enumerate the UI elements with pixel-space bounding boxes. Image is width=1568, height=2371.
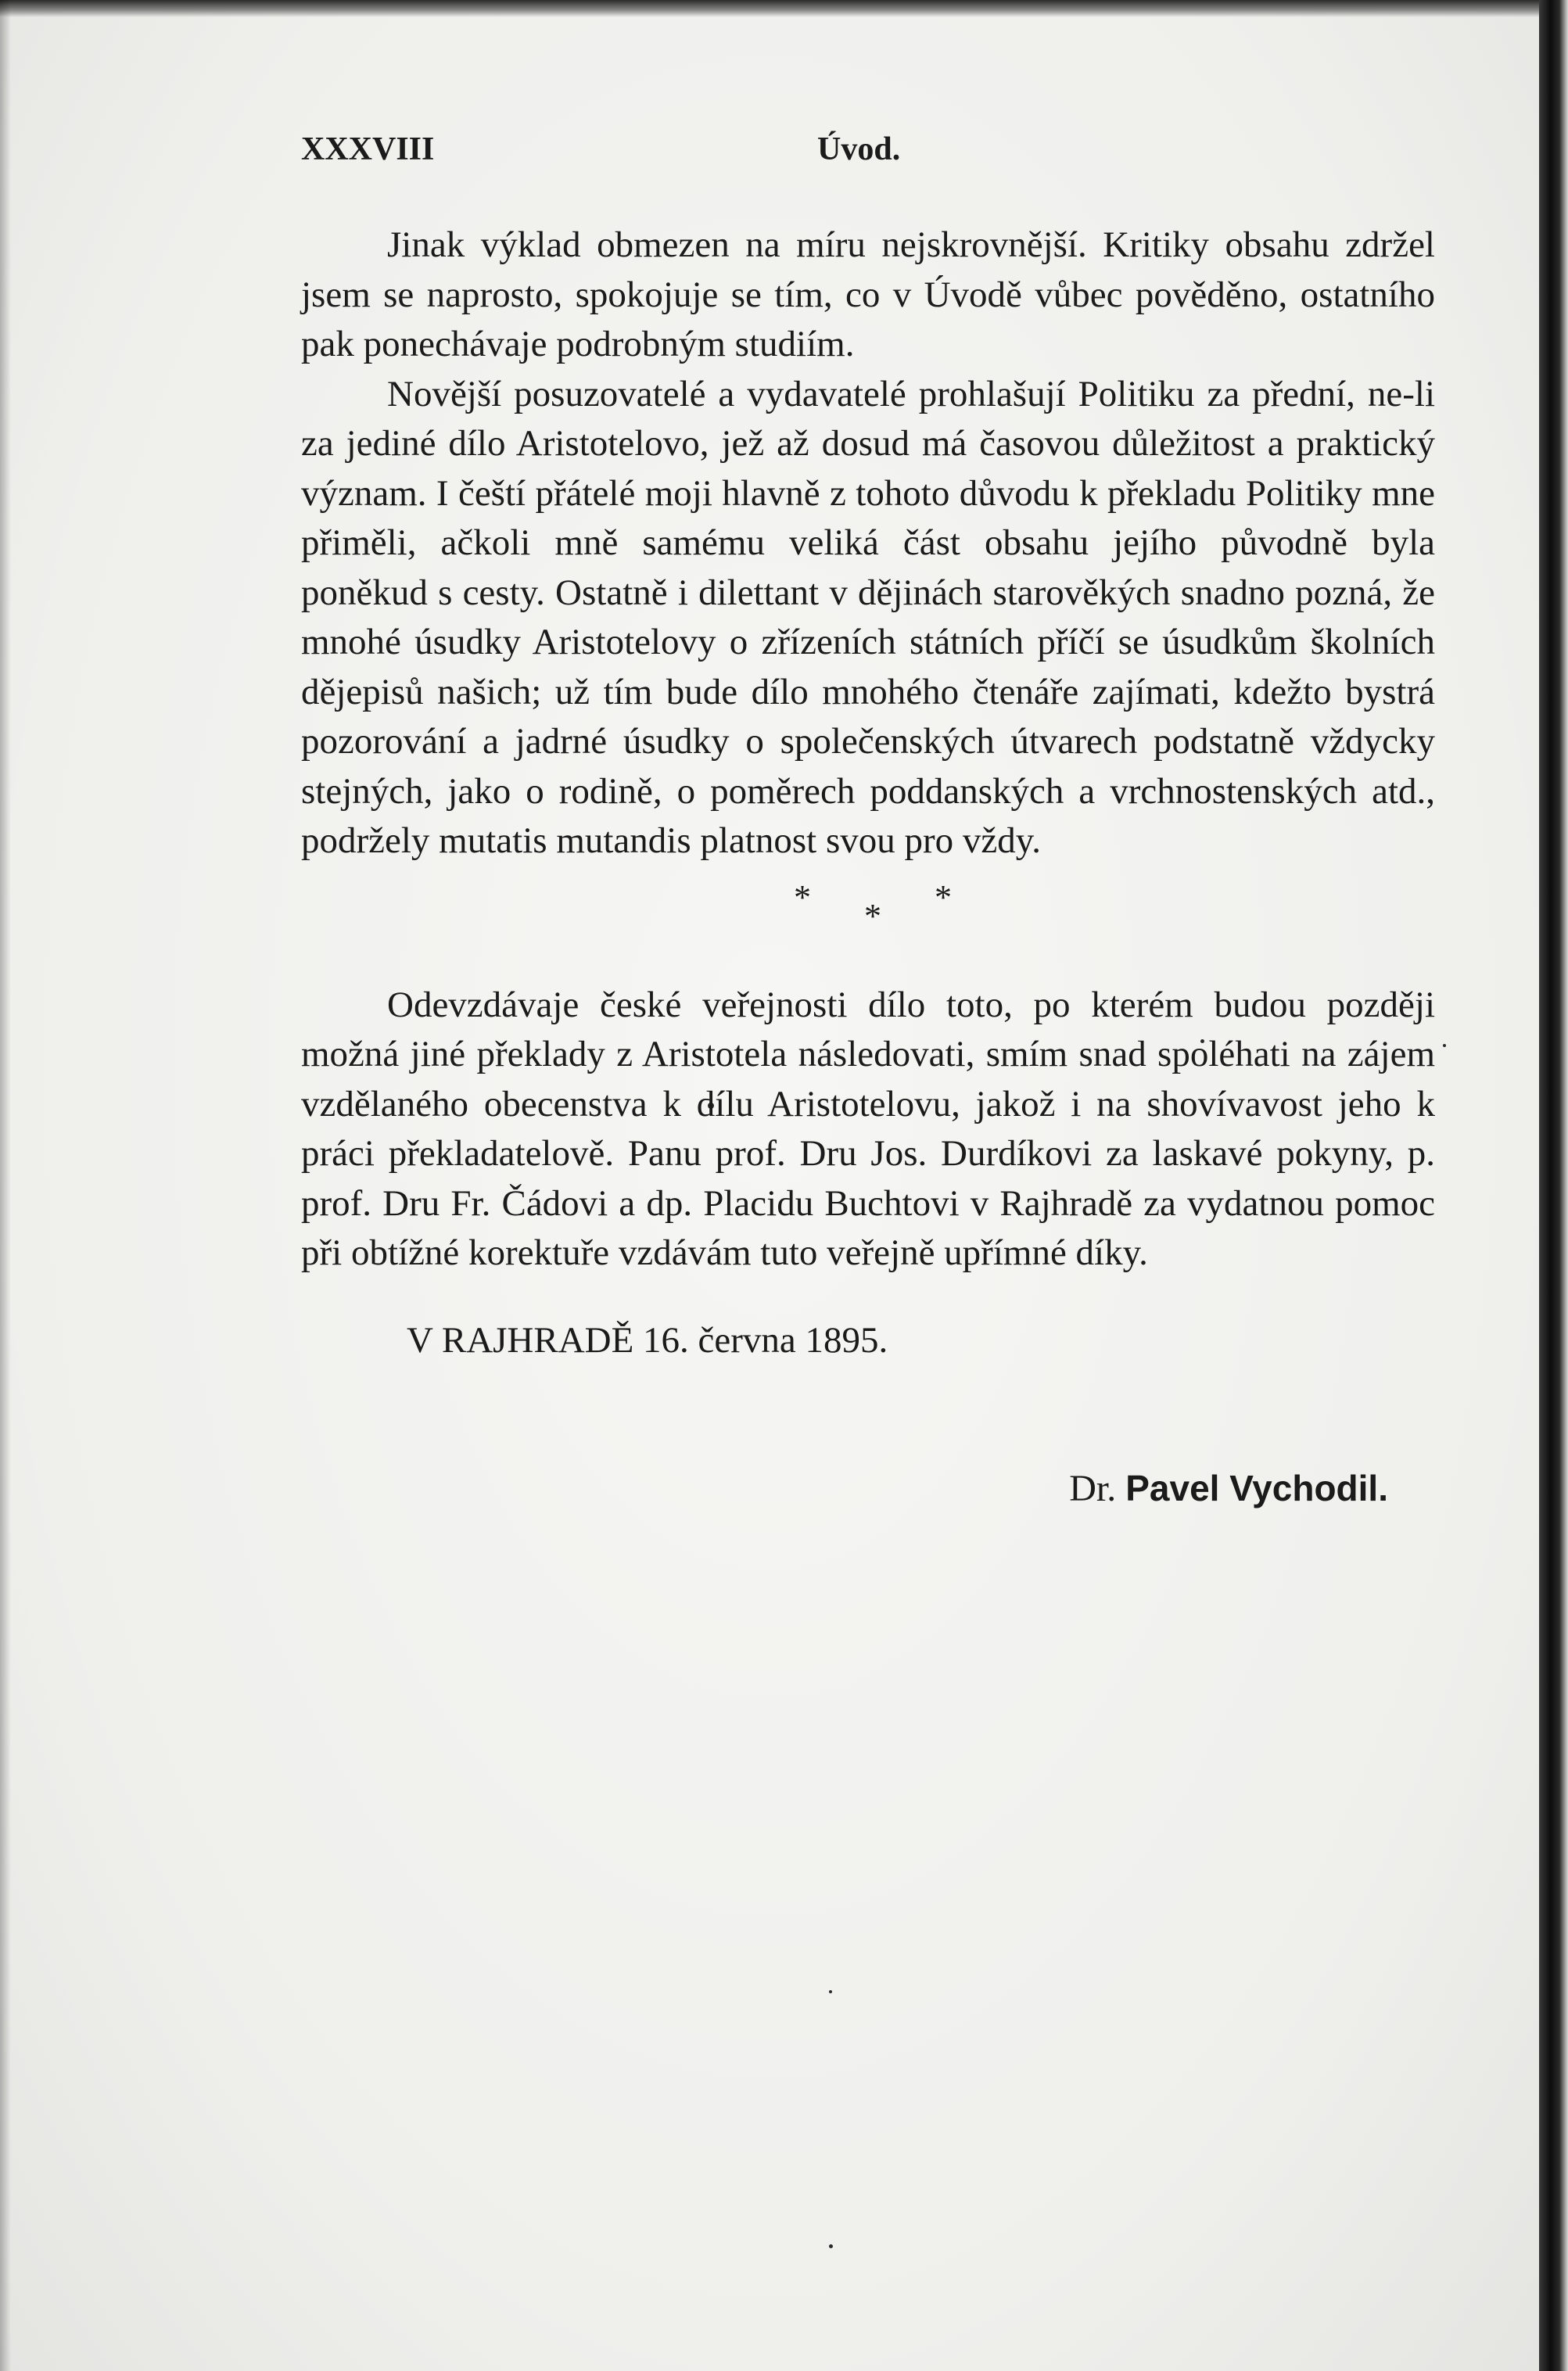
- signature-name: Pavel Vychodil.: [1125, 1468, 1388, 1508]
- scan-speck: [829, 2244, 833, 2248]
- page-text: [301, 117, 1435, 1514]
- scan-speck: [829, 1990, 832, 1993]
- signature: [301, 1464, 1435, 1514]
- separator-star: *: [935, 877, 952, 916]
- running-head: [301, 117, 1435, 180]
- paragraph-translation-note: Jinak výklad obmezen na míru nejskrovnější. Kritiky obsahu zdržel jsem se naprosto, spokojuje se tím, co v Úvodě vůbec pověděno, ostatního pak ponechávaje podrobným studiím.: [301, 224, 1435, 364]
- scan-speck: [1443, 1044, 1446, 1047]
- separator-star: *: [864, 896, 881, 935]
- page-number: XXXVIII: [301, 131, 435, 167]
- page-left-shadow: [0, 0, 11, 2371]
- separator-star: *: [794, 877, 811, 916]
- book-binding-edge: [1539, 0, 1568, 2371]
- page-top-edge: [0, 0, 1539, 17]
- signature-title: Dr.: [1069, 1468, 1117, 1509]
- dateline: V RAJHRADĚ 16. června 1895.: [407, 1319, 888, 1361]
- section-title: Úvod.: [817, 131, 901, 167]
- paragraph-politics-importance: Novější posuzovatelé a vydavatelé prohlašují Politiku za přední, ne-li za jediné dílo Aristotelovo, jež až dosud má časovou důležitost a praktický význam. I čeští přátelé moji hlavně z tohoto důvodu k překladu Politiky mne přiměli, ačkoli mně samému veliká část obsahu jejího původně byla poněkud s cesty. Ostatně i dilettant v dějinách starověkých snadno pozná, že mnohé úsudky Aristotelovy o zřízeních státních příčí se úsudkům školních dějepisů našich; už tím bude dílo mnohého čtenáře zajímati, kdežto bystrá pozorování a jadrné úsudky o společenských útvarech podstatně vždycky stejných, jako o rodině, o poměrech poddanských a vrchnostenských atd., podržely mutatis mutandis platnost svou pro vždy.: [301, 373, 1435, 861]
- asterism-separator: [301, 877, 1435, 974]
- paragraph-acknowledgements: Odevzdávaje české veřejnosti dílo toto, po kterém budou později možná jiné překlady z Aristotela následovati, smím snad spoléhati na zájem vzdělaného obecenstva k dílu Aristotelovu, jakož i na shovívavost jeho k práci překladatelově. Panu prof. Dru Jos. Durdíkovi za laskavé pokyny, p. prof. Dru Fr. Čádovi a dp. Placidu Buchtovi v Rajhradě za vydatnou pomoc při obtížné korektuře vzdávám tuto veřejně upřímné díky.: [301, 984, 1435, 1273]
